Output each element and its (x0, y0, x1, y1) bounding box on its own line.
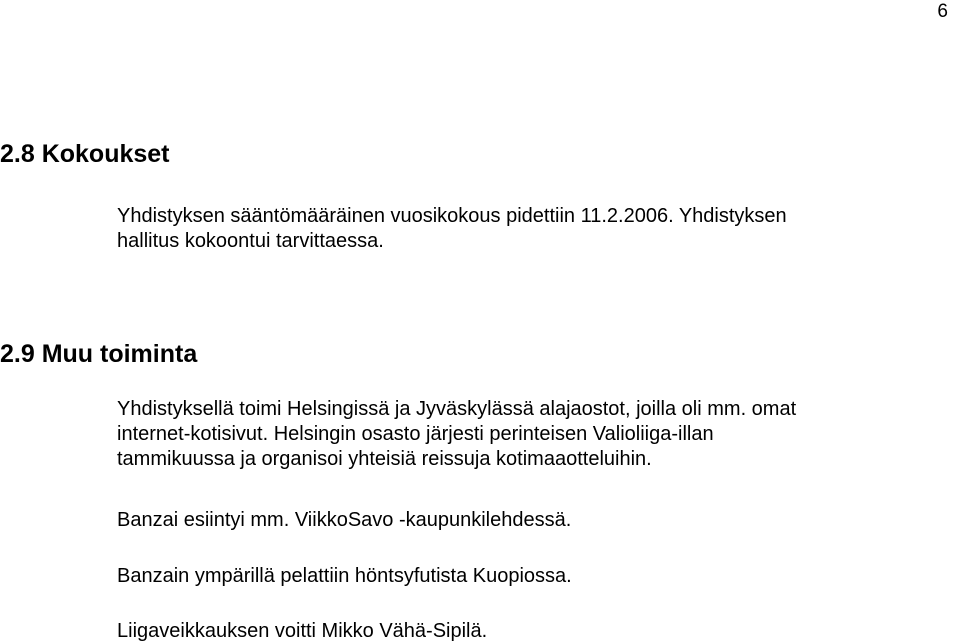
section-heading-muu-toiminta: 2.9 Muu toiminta (0, 340, 198, 368)
text-line: tammikuussa ja organisoi yhteisiä reissuja kotimaaotteluihin. (117, 448, 652, 470)
paragraph-viikkosavo (117, 508, 571, 533)
paragraph-kokoukset (117, 204, 787, 254)
text-line: Yhdistyksen sääntömääräinen vuosikokous pidettiin 11.2.2006. Yhdistyksen (117, 205, 787, 227)
section-heading-kokoukset: 2.8 Kokoukset (0, 140, 170, 168)
text-line: Yhdistyksellä toimi Helsingissä ja Jyväskylässä alajaostot, joilla oli mm. omat (117, 398, 797, 420)
text-line: Banzai esiintyi mm. ViikkoSavo -kaupunkilehdessä. (117, 509, 572, 531)
text-line: Banzain ympärillä pelattiin höntsyfutista Kuopiossa. (117, 565, 572, 587)
paragraph-alajaostot (117, 397, 796, 472)
text-line: internet-kotisivut. Helsingin osasto järjesti perinteisen Valioliiga-illan (117, 423, 714, 445)
page-number: 6 (937, 1, 948, 22)
paragraph-liigaveikkaus (117, 619, 487, 644)
text-line: Liigaveikkauksen voitti Mikko Vähä-Sipilä. (117, 620, 488, 642)
paragraph-hontsyfutis (117, 564, 572, 589)
text-line: hallitus kokoontui tarvittaessa. (117, 230, 384, 252)
